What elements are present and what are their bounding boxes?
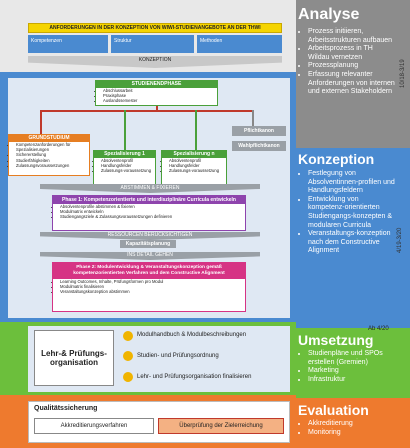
list-item: • Abschlussarbeit bbox=[103, 88, 217, 93]
abstimmen-label: ABSTIMMEN & FIXIEREN bbox=[120, 185, 180, 191]
umsetzung-list bbox=[298, 350, 402, 384]
top-header: ANFORDERUNGEN IN DER KONZEPTION VON WIWI-STUDIENANGEBOTE AN DER THWI bbox=[28, 23, 282, 33]
phase2-title: Phase 2: Modulentwicklung & Veranstaltungskonzeption gemäß kompetenzorientierten Verfahren und dem Constructive Alignment bbox=[53, 263, 245, 279]
list-item: • Prozessplanung bbox=[308, 62, 396, 71]
list-item: • Veranstaltungskonzeption abstimmen bbox=[60, 289, 245, 294]
connector-line bbox=[156, 106, 158, 112]
top-box-kompetenzen: Kompetenzen bbox=[28, 35, 108, 53]
grundstudium-title: GRUNDSTUDIUM bbox=[9, 135, 89, 142]
list-item: • Learning Outcomes, Inhalte, Prüfungsformen pro Modul bbox=[60, 279, 245, 284]
list-item: • Studienpläne und SPOs erstellen (Gremien) bbox=[308, 350, 402, 367]
connector-line bbox=[124, 110, 126, 150]
grundstudium-box bbox=[8, 134, 90, 176]
lehr-step-2: Studien- und Prüfungsordnung bbox=[137, 353, 219, 359]
connector-line bbox=[40, 110, 42, 134]
konzeption-date: 4/19-3/20 bbox=[397, 227, 403, 253]
list-item: • Akkreditierung bbox=[308, 420, 402, 429]
kapazitaetsplanung-box: Kapazitätsplanung bbox=[120, 240, 176, 248]
list-item: • Erfassung relevanter Anforderungen von internen und externen Stakeholdern bbox=[308, 71, 396, 97]
list-item: • Absolventenprofile abstimmen & fixieren bbox=[60, 204, 245, 209]
list-item: • Absolventenprofil bbox=[101, 158, 155, 163]
list-item: • Studierfähigkeiten bbox=[16, 158, 89, 163]
phase2-box bbox=[52, 262, 246, 312]
ueberpruefung-box: Überprüfung der Zielerreichung bbox=[158, 418, 284, 434]
list-item: • Modulmatrix entwickeln bbox=[60, 209, 245, 214]
list-item: • Infrastruktur bbox=[308, 376, 402, 385]
evaluation-list bbox=[298, 420, 402, 437]
qualitaet-title: Qualitätssicherung bbox=[34, 405, 98, 412]
analyse-title: Analyse bbox=[298, 6, 360, 23]
konzeption-list bbox=[298, 170, 396, 256]
top-box-struktur: Struktur bbox=[111, 35, 194, 53]
top-box-methoden: Methoden bbox=[197, 35, 282, 53]
list-item: • Festlegung von Absolventinnen-profilen und Handlungsfeldern bbox=[308, 170, 396, 196]
list-item: • Auslandssemester bbox=[103, 98, 217, 103]
lehr-step-3: Lehr- und Prüfungsorganisation finalisieren bbox=[137, 374, 252, 380]
list-item: • Handlungsfelder bbox=[169, 163, 226, 168]
spezialisierung-1-box bbox=[93, 150, 156, 186]
studienendphase-box bbox=[95, 80, 218, 106]
analyse-list bbox=[298, 28, 396, 97]
evaluation-title: Evaluation bbox=[298, 402, 369, 418]
list-item: • Absolventenprofil bbox=[169, 158, 226, 163]
pflichtkanon-box: Pflichtkanon bbox=[232, 126, 286, 136]
phase1-title: Phase 1: Kompetenzorientierte und interdisziplinäre Curricula entwickeln bbox=[53, 196, 245, 204]
list-item: • Sichererstellung bbox=[16, 152, 89, 157]
umsetzung-date: Ab 4/20 bbox=[368, 326, 389, 332]
list-item: • Praxisphase bbox=[103, 93, 217, 98]
ressourcen-label: RESSOURCEN BERÜCKSICHTIGEN bbox=[107, 232, 193, 238]
list-item: • Zulassungs-voraussetzung bbox=[101, 168, 155, 173]
list-item: • Zulassungs-voraussetzung bbox=[169, 168, 226, 173]
connector-line bbox=[195, 110, 197, 150]
list-item: • Veranstaltungs-konzeption nach dem Constructive Alignment bbox=[308, 230, 396, 256]
list-item: • Marketing bbox=[308, 367, 402, 376]
list-item: • Prozess initiieren, Arbeitsstrukturen aufbauen bbox=[308, 28, 396, 45]
list-item: • Kompetenzanforderungen für Spezialisierungen bbox=[16, 142, 89, 152]
wahlpflichtkanon-box: Wahlpflichtkanon bbox=[232, 141, 286, 151]
umsetzung-title: Umsetzung bbox=[298, 332, 374, 348]
connector-line bbox=[252, 110, 254, 126]
list-item: • Entwicklung von kompetenz-orientierten Studiengangs-konzepten & modularen Curricula bbox=[308, 196, 396, 230]
lehr-step-dot bbox=[123, 372, 133, 382]
lehr-step-dot bbox=[123, 351, 133, 361]
list-item: • Zulassungsvoraussetzungen bbox=[16, 163, 89, 168]
konzeption-label: KONZEPTION bbox=[138, 57, 172, 63]
details-label: INS DETAIL GEHEN bbox=[127, 252, 173, 258]
konzeption-title: Konzeption bbox=[298, 151, 375, 167]
phase1-box bbox=[52, 195, 246, 231]
spezialisierung-n-box bbox=[161, 150, 227, 186]
list-item: • Modulmatrix finalisieren bbox=[60, 284, 245, 289]
lehr-title: Lehr-& Prüfungs-organisation bbox=[34, 330, 114, 386]
spezialisierung-n-title: Spezialisierung n bbox=[162, 151, 226, 158]
list-item: • Arbeitsprozess in TH Wildau vernetzen bbox=[308, 45, 396, 62]
analyse-date: 10/18-3/19 bbox=[400, 59, 406, 88]
studienendphase-title: STUDIENENDPHASE bbox=[96, 81, 217, 88]
akkreditierungsverfahren-box: Akkreditierungsverfahren bbox=[34, 418, 154, 434]
list-item: • Studiengangsziele & Zulassungsvoraussetzungen definieren bbox=[60, 214, 245, 219]
list-item: • Handlungsfelder bbox=[101, 163, 155, 168]
lehr-step-1: Modulhandbuch & Modulbeschreibungen bbox=[137, 332, 247, 338]
list-item: • Monitoring bbox=[308, 429, 402, 438]
connector-line bbox=[40, 110, 252, 112]
spezialisierung-1-title: Spezialisierung 1 bbox=[94, 151, 155, 158]
lehr-step-dot bbox=[123, 331, 133, 341]
